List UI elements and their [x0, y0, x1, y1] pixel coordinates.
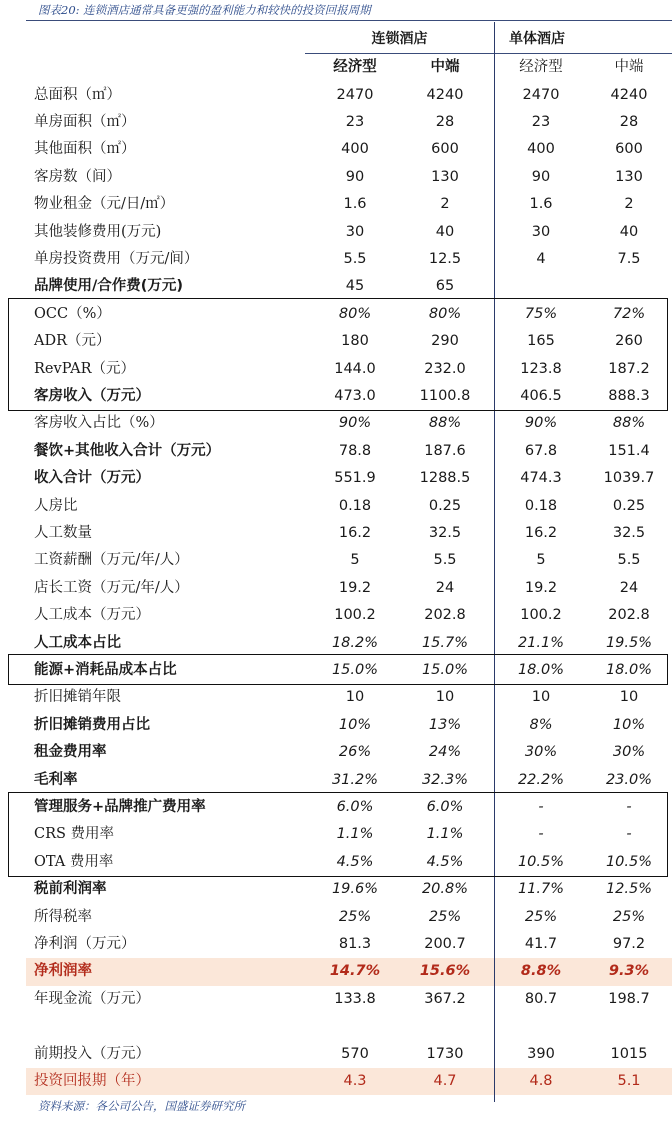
table-row: [26, 630, 672, 657]
row-label: 折旧摊销年限: [34, 689, 121, 706]
table-row: [26, 82, 672, 109]
cell-value: 1730: [426, 1045, 464, 1062]
table-row: [26, 1068, 672, 1095]
cell-value: 5: [536, 552, 546, 569]
cell-value: 600: [431, 141, 459, 158]
subheader-row: [26, 54, 672, 81]
cell-value: 18.0%: [605, 661, 653, 678]
cell-value: 4: [536, 250, 546, 267]
row-label: 单房投资费用（万元/间）: [34, 250, 199, 267]
cell-value: 1100.8: [419, 387, 471, 404]
table-caption: 图表20: 连锁酒店通常具备更强的盈利能力和较快的投资回报周期: [38, 3, 371, 17]
row-label: 人房比: [34, 497, 78, 514]
cell-value: 45: [345, 278, 365, 295]
cell-value: 1.6: [529, 196, 553, 213]
cell-value: 144.0: [334, 360, 376, 377]
cell-value: 2: [440, 196, 450, 213]
row-label: 客房收入（万元）: [34, 387, 150, 404]
cell-value: 80%: [428, 305, 462, 322]
cell-value: 0.18: [338, 497, 372, 514]
cell-value: 133.8: [334, 990, 376, 1007]
cell-value: 12.5%: [605, 881, 653, 898]
cell-value: 75%: [524, 305, 558, 322]
row-label: ADR（元）: [34, 333, 111, 350]
cell-value: 15.0%: [331, 661, 379, 678]
cell-value: 180: [341, 333, 369, 350]
cell-value: 88%: [612, 415, 646, 432]
cell-value: 1.1%: [336, 826, 374, 843]
cell-value: 2: [624, 196, 634, 213]
cell-value: 1039.7: [603, 470, 655, 487]
cell-value: 0.25: [612, 497, 646, 514]
row-label: 人工数量: [34, 524, 92, 541]
cell-value: -: [626, 798, 632, 815]
cell-value: 90%: [338, 415, 372, 432]
row-label: 所得税率: [34, 908, 92, 925]
table-row: [26, 273, 672, 300]
cell-value: 5.5: [343, 250, 367, 267]
cell-value: 30%: [524, 744, 558, 761]
cell-value: 24: [435, 579, 455, 596]
cell-value: 12.5: [428, 250, 462, 267]
table-row: [26, 246, 672, 273]
cell-value: 4.5%: [426, 853, 464, 870]
subheader-chain-midscale: 中端: [430, 59, 460, 75]
cell-value: [586, 1013, 672, 1040]
row-label: 年现金流（万元）: [34, 990, 150, 1007]
cell-value: 31.2%: [331, 771, 379, 788]
table-row: [26, 876, 672, 903]
cell-value: 10: [345, 689, 365, 706]
cell-value: 187.2: [608, 360, 650, 377]
cell-value: 80.7: [524, 990, 558, 1007]
table-row: [26, 958, 672, 985]
table-row: [26, 931, 672, 958]
cell-value: 10: [531, 689, 551, 706]
cell-value: 400: [527, 141, 555, 158]
cell-value: 18.2%: [331, 634, 379, 651]
cell-value: 130: [431, 168, 459, 185]
row-label: 收入合计（万元）: [34, 470, 150, 487]
row-label: 租金费用率: [34, 744, 107, 761]
row-label: 人工成本占比: [34, 634, 121, 651]
cell-value: 4.5%: [336, 853, 374, 870]
row-label: 投资回报期（年）: [34, 1072, 150, 1089]
row-label: 客房收入占比（%）: [34, 415, 164, 432]
cell-value: 600: [615, 141, 643, 158]
row-label: 折旧摊销费用占比: [34, 716, 150, 733]
cell-value: [305, 1013, 405, 1040]
cell-value: 151.4: [608, 442, 650, 459]
table-row: [26, 904, 672, 931]
cell-value: 26%: [338, 744, 372, 761]
table-row: [26, 493, 672, 520]
cell-value: 5.5: [617, 552, 641, 569]
table-row: [26, 410, 672, 437]
blank-row: [26, 1013, 672, 1040]
cell-value: 474.3: [520, 470, 562, 487]
cell-value: 5.1: [617, 1072, 641, 1089]
cell-value: 888.3: [608, 387, 650, 404]
cell-value: 21.1%: [517, 634, 565, 651]
table-row: [26, 164, 672, 191]
cell-value: 10%: [612, 716, 646, 733]
cell-value: 5.5: [433, 552, 457, 569]
cell-value: 8%: [529, 716, 553, 733]
table-row: [26, 547, 672, 574]
row-label: CRS 费用率: [34, 826, 115, 843]
cell-value: 16.2: [338, 524, 372, 541]
cell-value: 24%: [428, 744, 462, 761]
subheader-single-economy: 经济型: [519, 59, 563, 75]
cell-value: [586, 273, 672, 300]
cell-value: 90: [531, 168, 551, 185]
row-label: 净利润（万元）: [34, 935, 136, 952]
cell-value: 67.8: [524, 442, 558, 459]
cell-value: 22.2%: [517, 771, 565, 788]
cell-value: 14.7%: [329, 963, 381, 980]
table-row: [26, 219, 672, 246]
cell-value: 400: [341, 141, 369, 158]
cell-value: 25%: [338, 908, 372, 925]
cell-value: 32.5: [612, 524, 646, 541]
row-label: 人工成本（万元）: [34, 607, 150, 624]
cell-value: 81.3: [338, 935, 372, 952]
subheader-chain-economy: 经济型: [333, 59, 377, 75]
cell-value: 16.2: [524, 524, 558, 541]
cell-value: 9.3%: [608, 963, 650, 980]
cell-value: 13%: [428, 716, 462, 733]
cell-value: 2470: [522, 86, 560, 103]
table-row: [26, 684, 672, 711]
row-label: 店长工资（万元/年/人）: [34, 579, 189, 596]
cell-value: 570: [341, 1045, 369, 1062]
cell-value: 32.5: [428, 524, 462, 541]
cell-value: 123.8: [520, 360, 562, 377]
cell-value: 1015: [610, 1045, 648, 1062]
cell-value: 10%: [338, 716, 372, 733]
cell-value: 10: [435, 689, 455, 706]
cell-value: 30%: [612, 744, 646, 761]
row-label: OCC（%）: [34, 305, 111, 322]
cell-value: 551.9: [334, 470, 376, 487]
cell-value: 1.1%: [426, 826, 464, 843]
cell-value: -: [538, 798, 544, 815]
table-row: [26, 712, 672, 739]
row-label: 总面积（㎡）: [34, 86, 121, 103]
table-source: 资料来源：各公司公告，国盛证券研究所: [38, 1099, 245, 1113]
cell-value: 6.0%: [426, 798, 464, 815]
cell-value: 25%: [612, 908, 646, 925]
table-row: [26, 520, 672, 547]
cell-value: 41.7: [524, 935, 558, 952]
cell-value: 10: [619, 689, 639, 706]
table-row: [26, 465, 672, 492]
row-label: 客房数（间）: [34, 168, 121, 185]
cell-value: 100.2: [334, 607, 376, 624]
cell-value: 80%: [338, 305, 372, 322]
group-divider: [494, 22, 495, 1102]
cell-value: 4.7: [433, 1072, 457, 1089]
cell-value: 25%: [428, 908, 462, 925]
cell-value: [496, 273, 586, 300]
cell-value: 90%: [524, 415, 558, 432]
cell-value: 4240: [426, 86, 464, 103]
cell-value: 19.2: [338, 579, 372, 596]
group-header-chain: 连锁酒店: [371, 31, 428, 47]
row-label: 物业租金（元/日/㎡）: [34, 196, 175, 213]
cell-value: 24: [619, 579, 639, 596]
row-label: 管理服务+品牌推广费用率: [34, 798, 206, 815]
cell-value: 198.7: [608, 990, 650, 1007]
cell-value: 97.2: [612, 935, 646, 952]
cell-value: 20.8%: [421, 881, 469, 898]
cell-value: 23.0%: [605, 771, 653, 788]
top-rule: [26, 20, 672, 21]
cell-value: 165: [527, 333, 555, 350]
row-label: 工资薪酬（万元/年/人）: [34, 552, 189, 569]
cell-value: 473.0: [334, 387, 376, 404]
cell-value: 25%: [524, 908, 558, 925]
cell-value: 7.5: [617, 250, 641, 267]
cell-value: 15.7%: [421, 634, 469, 651]
cell-value: [395, 1013, 495, 1040]
cell-value: [496, 1013, 586, 1040]
table-row: [26, 109, 672, 136]
subheader-single-midscale: 中端: [614, 59, 644, 75]
cell-value: 11.7%: [517, 881, 565, 898]
cell-value: 88%: [428, 415, 462, 432]
cell-value: 78.8: [338, 442, 372, 459]
cell-value: 4.8: [529, 1072, 553, 1089]
cell-value: 10.5%: [517, 853, 565, 870]
cell-value: 2470: [336, 86, 374, 103]
cell-value: 72%: [612, 305, 646, 322]
cell-value: 8.8%: [520, 963, 562, 980]
box-revenue: [8, 298, 668, 411]
cell-value: 367.2: [424, 990, 466, 1007]
cell-value: 187.6: [424, 442, 466, 459]
cell-value: 28: [435, 113, 455, 130]
row-label: 单房面积（㎡）: [34, 113, 136, 130]
cell-value: 6.0%: [336, 798, 374, 815]
cell-value: 1288.5: [419, 470, 471, 487]
row-label: 餐饮+其他收入合计（万元）: [34, 442, 221, 459]
row-label: 其他装修费用(万元): [34, 223, 162, 240]
cell-value: -: [538, 826, 544, 843]
row-label: RevPAR（元）: [34, 360, 136, 377]
table-row: [26, 1041, 672, 1068]
table-row: [26, 136, 672, 163]
cell-value: 200.7: [424, 935, 466, 952]
row-label: 能源+消耗品成本占比: [34, 661, 177, 678]
table-row: [26, 986, 672, 1013]
table-row: [26, 767, 672, 794]
table-row: [26, 191, 672, 218]
table-row: [26, 575, 672, 602]
cell-value: 406.5: [520, 387, 562, 404]
cell-value: 100.2: [520, 607, 562, 624]
table-row: [26, 602, 672, 629]
cell-value: 15.0%: [421, 661, 469, 678]
cell-value: 19.5%: [605, 634, 653, 651]
cell-value: 40: [435, 223, 455, 240]
cell-value: 202.8: [424, 607, 466, 624]
cell-value: 19.6%: [331, 881, 379, 898]
group-header-single: 单体酒店: [509, 31, 565, 47]
cell-value: 130: [615, 168, 643, 185]
cell-value: 260: [615, 333, 643, 350]
cell-value: 1.6: [343, 196, 367, 213]
cell-value: 30: [531, 223, 551, 240]
cell-value: 15.6%: [419, 963, 471, 980]
cell-value: 18.0%: [517, 661, 565, 678]
cell-value: 28: [619, 113, 639, 130]
cell-value: 23: [345, 113, 365, 130]
table-row: [26, 438, 672, 465]
cell-value: 390: [527, 1045, 555, 1062]
cell-value: 65: [435, 278, 455, 295]
cell-value: 90: [345, 168, 365, 185]
row-label: 前期投入（万元）: [34, 1045, 150, 1062]
cell-value: 23: [531, 113, 551, 130]
cell-value: 232.0: [424, 360, 466, 377]
box-fees: [8, 792, 668, 877]
row-label: 税前利润率: [34, 881, 107, 898]
cell-value: 10.5%: [605, 853, 653, 870]
row-label: OTA 费用率: [34, 853, 114, 870]
cell-value: 4.3: [343, 1072, 367, 1089]
cell-value: 290: [431, 333, 459, 350]
cell-value: 4240: [610, 86, 648, 103]
cell-value: 0.25: [428, 497, 462, 514]
row-label: 其他面积（㎡）: [34, 141, 136, 158]
cell-value: 5: [350, 552, 360, 569]
row-label: 净利润率: [34, 963, 92, 980]
cell-value: 40: [619, 223, 639, 240]
cell-value: 19.2: [524, 579, 558, 596]
box-energy: [8, 654, 668, 685]
cell-value: 0.18: [524, 497, 558, 514]
cell-value: 32.3%: [421, 771, 469, 788]
cell-value: 30: [345, 223, 365, 240]
row-label: 毛利率: [34, 771, 78, 788]
cell-value: 202.8: [608, 607, 650, 624]
row-label: 品牌使用/合作费(万元): [34, 278, 184, 295]
table-row: [26, 739, 672, 766]
cell-value: -: [626, 826, 632, 843]
